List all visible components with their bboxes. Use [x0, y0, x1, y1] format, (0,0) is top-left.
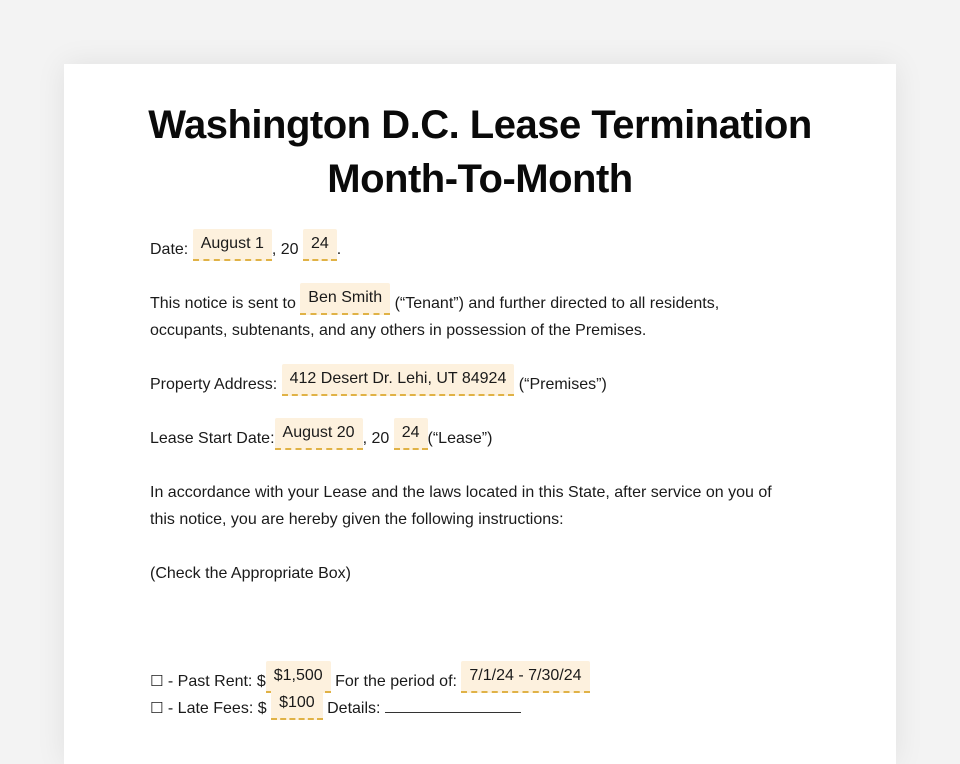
- date-year-field[interactable]: 24: [303, 229, 337, 261]
- late-fees-details-label: Details:: [327, 700, 381, 717]
- document-title: [64, 98, 896, 206]
- property-line: [150, 371, 607, 402]
- check-note: (Check the Appropriate Box): [150, 565, 351, 582]
- date-century: , 20: [271, 241, 299, 258]
- date-label: Date:: [150, 241, 189, 258]
- lease-start-label: Lease Start Date:: [150, 430, 275, 447]
- lease-start-year-field[interactable]: 24: [394, 418, 428, 450]
- past-rent-amount-field[interactable]: $1,500: [266, 661, 331, 693]
- title-line-1: Washington D.C. Lease Termination: [148, 103, 812, 147]
- instructions-line-1: In accordance with your Lease and the laws located in this State, after service on you of: [150, 484, 772, 501]
- property-suffix: (“Premises”): [518, 376, 607, 393]
- property-label: Property Address:: [150, 376, 278, 393]
- lease-start-month-day-field[interactable]: August 20: [275, 418, 363, 450]
- date-line: [150, 236, 341, 267]
- property-address-field[interactable]: 412 Desert Dr. Lehi, UT 84924: [282, 364, 515, 396]
- notice-suffix: (“Tenant”) and further directed to all residents,: [394, 295, 720, 312]
- late-fees-amount-field[interactable]: $100: [271, 688, 323, 720]
- past-rent-period-field[interactable]: 7/1/24 - 7/30/24: [461, 661, 589, 693]
- document-page: [64, 64, 896, 764]
- past-rent-period-label: For the period of:: [335, 673, 457, 690]
- date-month-day-field[interactable]: August 1: [193, 229, 272, 261]
- notice-prefix: This notice is sent to: [150, 295, 296, 312]
- instructions-line-2: this notice, you are hereby given the following instructions:: [150, 511, 564, 528]
- late-fees-checkbox[interactable]: ☐: [150, 699, 164, 717]
- lease-start-line: [150, 425, 492, 456]
- past-rent-checkbox[interactable]: ☐: [150, 672, 164, 690]
- lease-start-century: , 20: [362, 430, 390, 447]
- date-period: .: [336, 241, 342, 258]
- lease-start-suffix: (“Lease”): [427, 430, 493, 447]
- tenant-name-field[interactable]: Ben Smith: [300, 283, 390, 315]
- late-fees-label: - Late Fees: $: [163, 700, 267, 717]
- title-line-2: Month-To-Month: [327, 157, 633, 201]
- late-fees-details-blank[interactable]: [385, 698, 521, 713]
- notice-line-2: occupants, subtenants, and any others in possession of the Premises.: [150, 322, 647, 339]
- late-fees-line: [150, 695, 521, 726]
- past-rent-label: - Past Rent: $: [163, 673, 266, 690]
